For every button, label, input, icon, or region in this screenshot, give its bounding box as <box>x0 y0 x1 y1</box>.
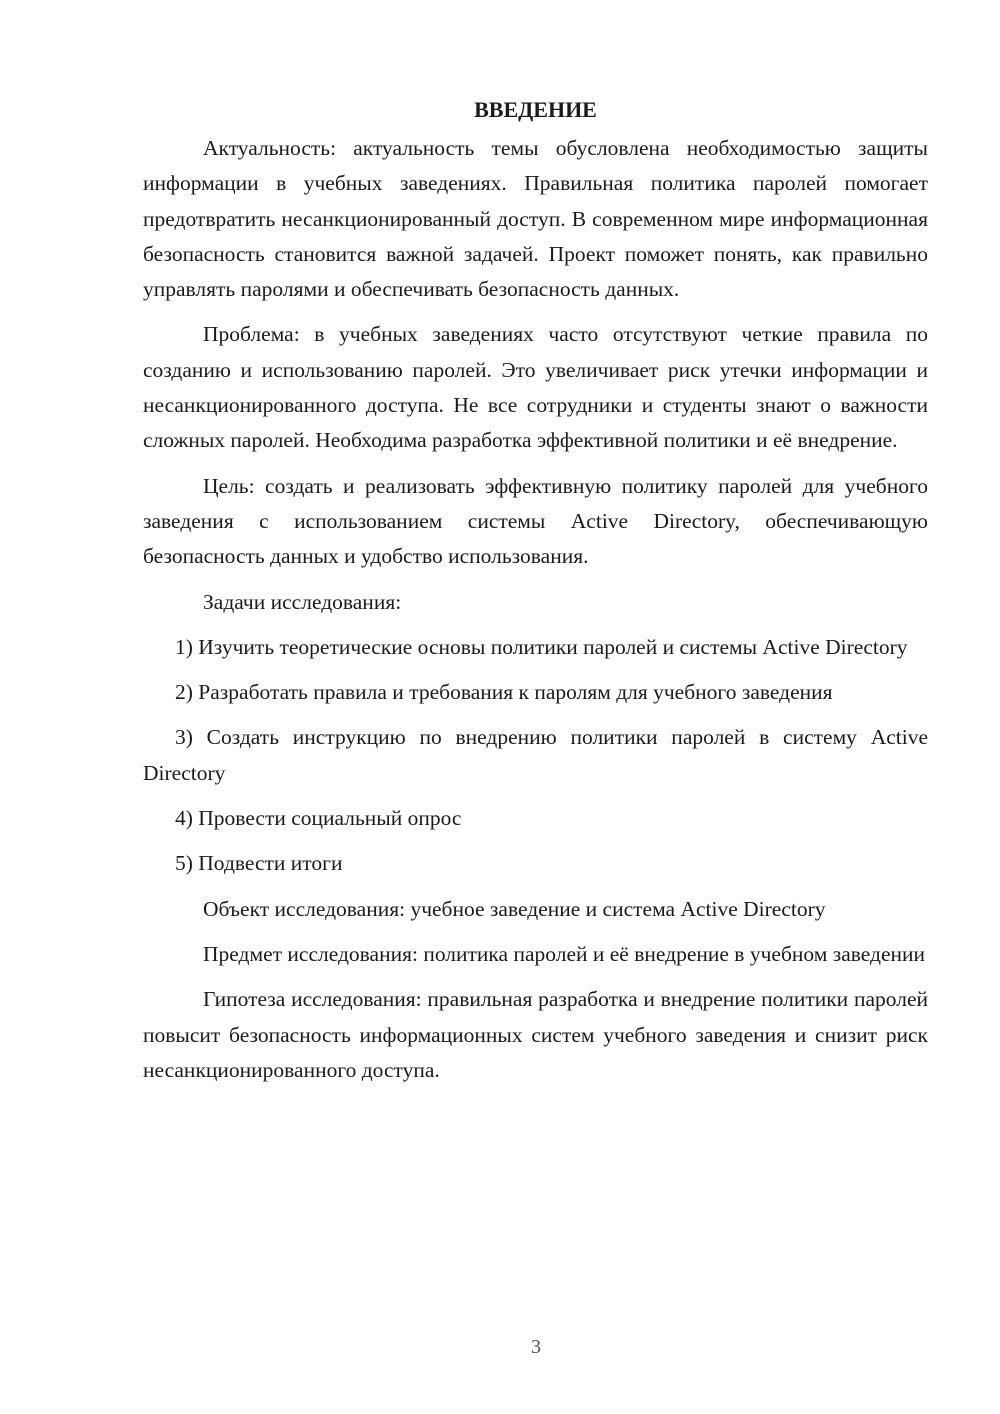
paragraph-goal: Цель: создать и реализовать эффективную политику паролей для учебного заведения с использованием системы Active Directory, обеспечивающую безопасность данных и удобство использования. <box>143 473 928 569</box>
list-item: 5) Подвести итоги <box>175 851 343 876</box>
paragraph-object: Объект исследования: учебное заведение и система Active Directory <box>203 896 826 921</box>
task-list <box>143 630 928 882</box>
paragraph-relevance: Актуальность: актуальность темы обусловлена необходимостью защиты информации в учебных заведениях. Правильная политика паролей помогает предотвратить несанкционированный доступ. В современном мире информационная безопасность становится важной задачей. Проект поможет понять, как правильно управлять паролями и обеспечивать безопасность данных. <box>143 136 928 302</box>
paragraph-problem: Проблема: в учебных заведениях часто отсутствуют четкие правила по созданию и использованию паролей. Это увеличивает риск утечки информации и несанкционированного доступа. Не все сотрудники и студенты знают о важности сложных паролей. Необходима разработка эффективной политики и её внедрение. <box>143 322 928 453</box>
page-title: ВВЕДЕНИЕ <box>474 97 597 122</box>
document-page <box>143 92 928 1088</box>
list-item: 4) Провести социальный опрос <box>175 806 462 831</box>
paragraph-subject: Предмет исследования: политика паролей и её внедрение в учебном заведении <box>203 941 926 966</box>
list-item: 2) Разработать правила и требования к паролям для учебного заведения <box>175 680 833 705</box>
list-item: 3) Создать инструкцию по внедрению политики паролей в систему Active Directory <box>143 725 928 785</box>
page-number: 3 <box>531 1336 541 1358</box>
paragraph-tasks-heading: Задачи исследования: <box>203 589 402 614</box>
paragraph-hypothesis: Гипотеза исследования: правильная разработка и внедрение политики паролей повысит безопасность информационных систем учебного заведения и снизит риск несанкционированного доступа. <box>143 987 928 1082</box>
list-item: 1) Изучить теоретические основы политики паролей и системы Active Directory <box>175 634 908 659</box>
